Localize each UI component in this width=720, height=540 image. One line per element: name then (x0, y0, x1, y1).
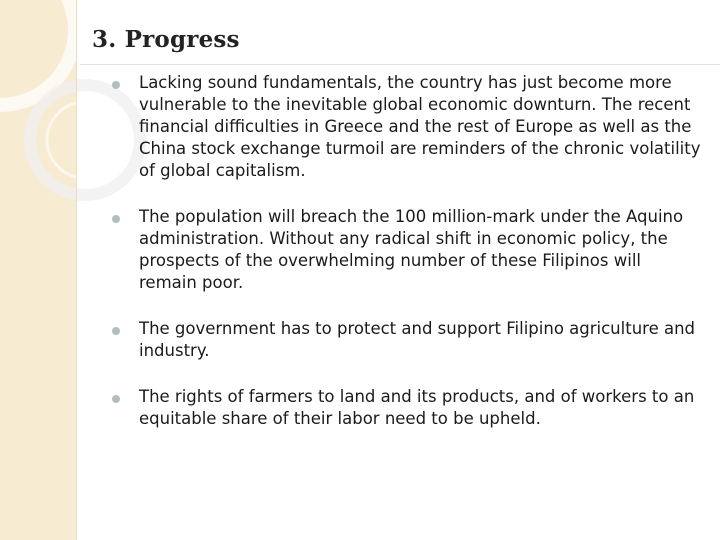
bullet-dot-icon (112, 395, 120, 403)
bullet-text: The rights of farmers to land and its products, and of workers to an equitable share of their labor need to be upheld. (139, 387, 695, 428)
bullet-dot-icon (112, 215, 120, 223)
bullet-text: The population will breach the 100 million-mark under the Aquino administration. Without any radical shift in economic policy, the prospects of the overwhelming number of these Filipinos will remain poor. (139, 207, 684, 292)
bullet-text: Lacking sound fundamentals, the country has just become more vulnerable to the inevitable global economic downturn. The recent financial difficulties in Greece and the rest of Europe as well as the China stock exchange turmoil are reminders of the chronic volatility of global capitalism. (139, 73, 701, 180)
bullet-text: The government has to protect and support Filipino agriculture and industry. (139, 319, 696, 360)
decorative-side-panel (0, 0, 76, 540)
bullet-list (112, 72, 702, 454)
bullet-item (112, 206, 702, 294)
bullet-dot-icon (112, 327, 120, 335)
slide-title: 3. Progress (92, 26, 240, 53)
bullet-item (112, 72, 702, 182)
title-rule (80, 64, 720, 65)
panel-divider (76, 0, 77, 540)
bullet-dot-icon (112, 81, 120, 89)
bullet-item (112, 386, 702, 430)
bullet-item (112, 318, 702, 362)
